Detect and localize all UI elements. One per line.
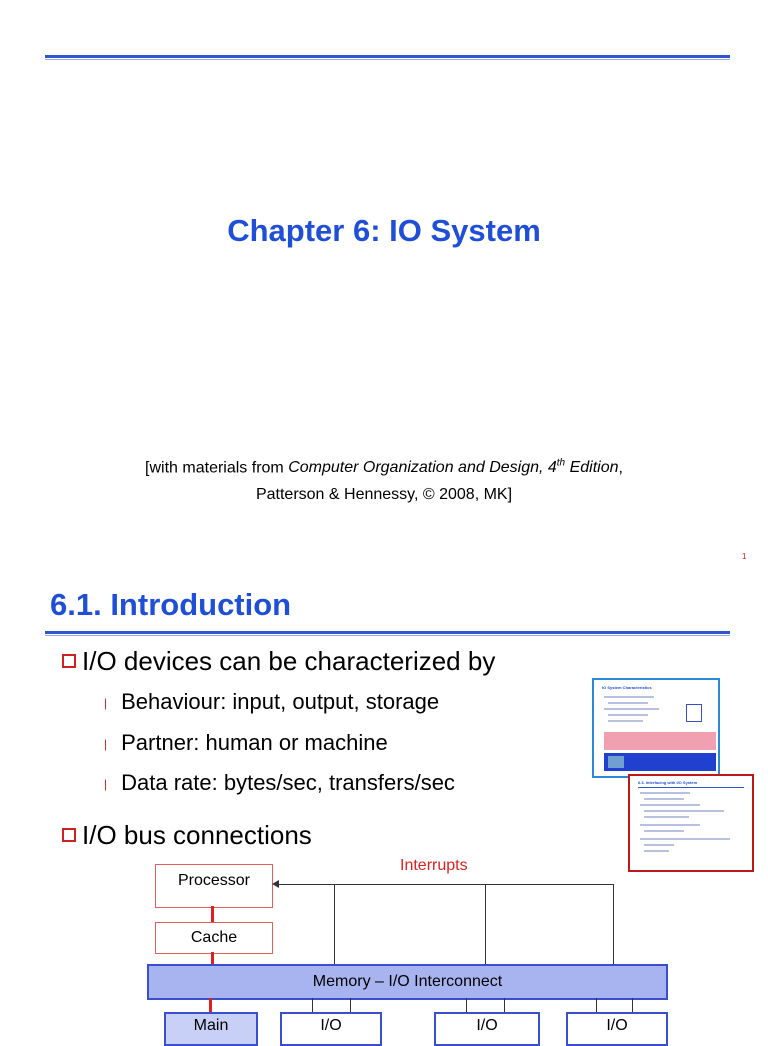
bar-bullet-icon: |	[104, 777, 108, 792]
bullet-io-devices: I/O devices can be characterized by	[62, 646, 495, 677]
bar-bullet-icon: |	[104, 737, 108, 752]
cache-interconnect-link	[211, 952, 214, 964]
credit-book: Computer Organization and Design, 4th Edition	[288, 458, 619, 477]
credit-suffix: ,	[618, 459, 623, 477]
processor-cache-link	[211, 906, 214, 922]
sub-bullet-partner: | Partner: human or machine	[104, 730, 388, 755]
sub-bullet-data-rate: | Data rate: bytes/sec, transfers/sec	[104, 770, 455, 795]
credit-line-2: Patterson & Hennessy, © 2008, MK]	[255, 486, 513, 503]
io-controller-3: I/O	[566, 1012, 668, 1046]
interrupt-drop-2	[485, 884, 486, 964]
interrupts-label: Interrupts	[400, 857, 468, 874]
cache-box: Cache	[155, 922, 273, 954]
thumbnail-title: 6.3. Interfacing with I/O System	[638, 780, 698, 785]
thumbnail-slide-characteristics[interactable]	[592, 678, 720, 778]
credit-prefix: [with materials from	[145, 459, 289, 477]
chapter-title: Chapter 6: IO System	[227, 213, 541, 248]
io-link-1a	[312, 998, 313, 1012]
interconnect-memory-link	[209, 998, 212, 1012]
thumbnail-title: IO System Characteristics	[602, 685, 652, 690]
interrupt-line	[279, 884, 614, 885]
arrow-left-icon	[272, 880, 279, 888]
section-title: 6.1. Introduction	[50, 587, 292, 622]
memory-io-interconnect: Memory – I/O Interconnect	[147, 964, 668, 1000]
io-controller-2: I/O	[434, 1012, 540, 1046]
credit-line-1	[0, 458, 768, 477]
top-rule	[45, 55, 730, 58]
processor-box: Processor	[155, 864, 273, 908]
io-link-2a	[466, 998, 467, 1012]
io-link-2b	[504, 998, 505, 1012]
interrupt-drop-1	[334, 884, 335, 964]
section-rule-shadow	[45, 635, 730, 636]
sub-bullet-behaviour: | Behaviour: input, output, storage	[104, 689, 440, 714]
top-rule-shadow	[45, 59, 730, 60]
thumbnail-slide-interfacing[interactable]	[628, 774, 754, 872]
section-rule	[45, 631, 730, 634]
credit-sup: th	[556, 458, 566, 469]
io-link-1b	[350, 998, 351, 1012]
square-bullet-icon	[62, 828, 76, 842]
bullet-io-bus: I/O bus connections	[62, 820, 312, 851]
page-number: 1	[742, 552, 747, 561]
main-memory-box: Main	[164, 1012, 258, 1046]
interrupt-drop-3	[613, 884, 614, 964]
bar-bullet-icon: |	[104, 696, 108, 711]
io-link-3a	[596, 998, 597, 1012]
io-link-3b	[632, 998, 633, 1012]
io-controller-1: I/O	[280, 1012, 382, 1046]
square-bullet-icon	[62, 654, 76, 668]
